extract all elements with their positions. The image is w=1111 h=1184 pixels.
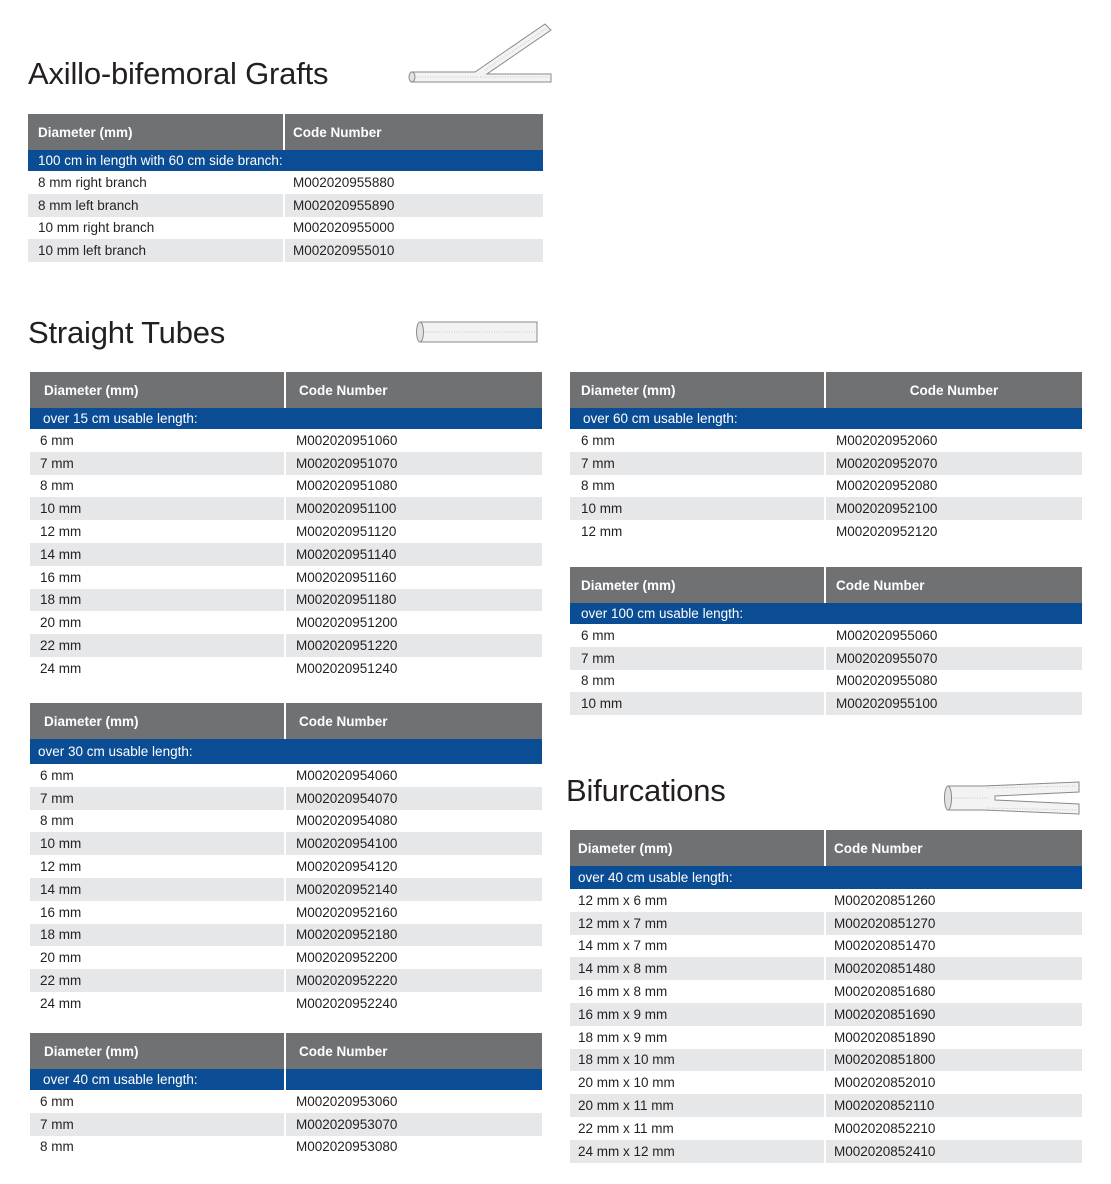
diameter-header: Diameter (mm) (570, 372, 826, 408)
code-number-cell: M002020851260 (834, 892, 936, 908)
axillo-table (28, 114, 543, 262)
table-row (570, 1003, 1082, 1026)
code-number-cell: M002020955070 (836, 650, 938, 666)
table-header (570, 567, 1082, 603)
diameter-cell: 8 mm left branch (28, 194, 285, 217)
table-row (30, 787, 542, 810)
code-number-cell: M002020951180 (296, 592, 397, 608)
code-number-cell: M002020951060 (296, 432, 398, 448)
table-subheading (28, 150, 543, 171)
table-row (30, 901, 542, 924)
diameter-header: Diameter (mm) (28, 114, 285, 150)
table-row (28, 217, 543, 240)
diameter-cell: 16 mm (30, 566, 286, 589)
axillo-graft-illustration (405, 18, 555, 86)
code-number-cell: M002020951200 (296, 615, 398, 631)
table-header (570, 372, 1082, 408)
code-number-cell: M002020951160 (296, 569, 397, 585)
diameter-cell: 24 mm (30, 992, 286, 1015)
code-number-cell: M002020951220 (296, 638, 398, 654)
table-row (570, 935, 1082, 958)
diameter-cell: 22 mm x 11 mm (570, 1117, 826, 1140)
code-number-cell: M002020954060 (296, 767, 398, 783)
table-row (570, 1049, 1082, 1072)
code-header: Code Number (836, 577, 925, 593)
diameter-cell: 8 mm (30, 810, 286, 833)
diameter-cell: 10 mm right branch (28, 217, 285, 240)
diameter-cell: 12 mm (30, 520, 286, 543)
table-row (30, 589, 542, 612)
table-row (570, 452, 1082, 475)
table-row (30, 611, 542, 634)
straight-60-table (570, 372, 1082, 543)
diameter-cell: 8 mm (30, 1136, 286, 1159)
axillo-title: Axillo-bifemoral Grafts (28, 56, 329, 91)
table-header (28, 114, 543, 150)
diameter-cell: 16 mm x 9 mm (570, 1003, 826, 1026)
subheading-text: 100 cm in length with 60 cm side branch: (38, 153, 283, 168)
table-row (570, 497, 1082, 520)
table-header (570, 830, 1082, 866)
code-header: Code Number (299, 713, 388, 729)
diameter-cell: 24 mm x 12 mm (570, 1140, 826, 1163)
table-body (570, 624, 1082, 715)
table-header (30, 372, 542, 408)
subheading-text: over 40 cm usable length: (578, 870, 733, 885)
diameter-cell: 14 mm x 7 mm (570, 935, 826, 958)
code-number-cell: M002020952070 (836, 455, 938, 471)
diameter-header: Diameter (mm) (570, 567, 826, 603)
table-row (28, 171, 543, 194)
code-number-cell: M002020951080 (296, 478, 398, 494)
table-row (30, 429, 542, 452)
table-subheading (570, 866, 1082, 889)
table-row (570, 957, 1082, 980)
table-row (570, 520, 1082, 543)
code-number-cell: M002020951100 (296, 501, 397, 517)
table-header (30, 703, 542, 739)
diameter-cell: 14 mm (30, 543, 286, 566)
table-row (570, 1140, 1082, 1163)
diameter-cell: 18 mm x 9 mm (570, 1026, 826, 1049)
diameter-cell: 8 mm (570, 670, 826, 693)
code-number-cell: M002020955890 (293, 197, 395, 213)
code-number-cell: M002020951070 (296, 455, 398, 471)
table-subheading (30, 739, 542, 764)
diameter-header: Diameter (mm) (30, 703, 286, 739)
diameter-cell: 6 mm (570, 624, 826, 647)
subheading-text: over 30 cm usable length: (38, 744, 193, 759)
code-header: Code Number (299, 1043, 388, 1059)
table-row (30, 832, 542, 855)
table-body (30, 429, 542, 680)
code-number-cell: M002020953070 (296, 1116, 398, 1132)
table-body (570, 429, 1082, 543)
straight-100-table (570, 567, 1082, 715)
table-row (28, 194, 543, 217)
table-row (30, 764, 542, 787)
code-number-cell: M002020951140 (296, 546, 397, 562)
diameter-cell: 10 mm left branch (28, 239, 285, 262)
table-row (30, 520, 542, 543)
table-row (30, 1136, 542, 1159)
table-subheading (30, 408, 542, 429)
diameter-cell: 18 mm (30, 924, 286, 947)
diameter-cell: 22 mm (30, 969, 286, 992)
code-number-cell: M002020952160 (296, 904, 398, 920)
code-header: Code Number (909, 382, 999, 398)
diameter-cell: 14 mm (30, 878, 286, 901)
table-row (570, 1117, 1082, 1140)
table-subheading (570, 408, 1082, 429)
table-row (570, 1094, 1082, 1117)
table-body (30, 1090, 542, 1158)
code-number-cell: M002020951120 (296, 524, 397, 540)
bifurcation-illustration (943, 778, 1083, 818)
diameter-cell: 8 mm right branch (28, 171, 285, 194)
table-row (570, 889, 1082, 912)
diameter-cell: 20 mm (30, 946, 286, 969)
code-number-cell: M002020851680 (834, 984, 936, 1000)
table-body (30, 764, 542, 1015)
code-header: Code Number (834, 840, 923, 856)
diameter-cell: 12 mm x 6 mm (570, 889, 826, 912)
diameter-cell: 10 mm (570, 692, 826, 715)
straight-title: Straight Tubes (28, 315, 226, 350)
diameter-header: Diameter (mm) (30, 372, 286, 408)
table-row (30, 475, 542, 498)
diameter-cell: 6 mm (30, 1090, 286, 1113)
code-number-cell: M002020852210 (834, 1120, 936, 1136)
code-number-cell: M002020851270 (834, 915, 936, 931)
diameter-cell: 20 mm x 10 mm (570, 1071, 826, 1094)
table-row (30, 810, 542, 833)
subheading-text: over 100 cm usable length: (581, 606, 744, 621)
code-header: Code Number (299, 382, 388, 398)
code-number-cell: M002020952080 (836, 478, 938, 494)
diameter-cell: 16 mm x 8 mm (570, 980, 826, 1003)
table-row (30, 566, 542, 589)
table-row (30, 452, 542, 475)
subheading-text: over 15 cm usable length: (43, 411, 198, 426)
code-number-cell: M002020955100 (836, 696, 938, 712)
table-subheading (30, 1069, 542, 1090)
diameter-cell: 20 mm x 11 mm (570, 1094, 826, 1117)
code-number-cell: M002020955000 (293, 220, 395, 236)
diameter-cell: 7 mm (570, 452, 826, 475)
subheading-text: over 40 cm usable length: (30, 1069, 286, 1090)
subheading-text: over 60 cm usable length: (583, 411, 738, 426)
bifurcations-table (570, 830, 1082, 1163)
diameter-cell: 12 mm x 7 mm (570, 912, 826, 935)
code-number-cell: M002020951240 (296, 660, 398, 676)
code-number-cell: M002020954080 (296, 813, 398, 829)
diameter-cell: 8 mm (570, 475, 826, 498)
diameter-cell: 6 mm (30, 764, 286, 787)
code-number-cell: M002020952120 (836, 524, 938, 540)
diameter-cell: 7 mm (570, 647, 826, 670)
table-row (570, 647, 1082, 670)
table-row (30, 1090, 542, 1113)
straight-30-table (30, 703, 542, 1015)
code-number-cell: M002020955060 (836, 627, 938, 643)
code-number-cell: M002020952220 (296, 973, 398, 989)
code-number-cell: M002020953080 (296, 1139, 398, 1155)
diameter-cell: 24 mm (30, 657, 286, 680)
diameter-cell: 16 mm (30, 901, 286, 924)
diameter-cell: 10 mm (570, 497, 826, 520)
code-number-cell: M002020955880 (293, 174, 395, 190)
code-number-cell: M002020952140 (296, 881, 398, 897)
table-row (30, 855, 542, 878)
code-number-cell: M002020852010 (834, 1075, 936, 1091)
table-row (30, 1113, 542, 1136)
table-row (30, 946, 542, 969)
diameter-cell: 12 mm (570, 520, 826, 543)
diameter-cell: 18 mm x 10 mm (570, 1049, 826, 1072)
diameter-cell: 10 mm (30, 832, 286, 855)
table-row (30, 657, 542, 680)
code-number-cell: M002020852410 (834, 1143, 936, 1159)
diameter-cell: 14 mm x 8 mm (570, 957, 826, 980)
diameter-cell: 8 mm (30, 475, 286, 498)
table-row (30, 969, 542, 992)
table-row (570, 1071, 1082, 1094)
diameter-cell: 7 mm (30, 1113, 286, 1136)
diameter-cell: 10 mm (30, 497, 286, 520)
code-number-cell: M002020955010 (293, 243, 395, 259)
code-number-cell: M002020952100 (836, 501, 938, 517)
diameter-header: Diameter (mm) (570, 830, 826, 866)
diameter-cell: 12 mm (30, 855, 286, 878)
diameter-cell: 6 mm (570, 429, 826, 452)
table-body (570, 889, 1082, 1163)
code-number-cell: M002020851800 (834, 1052, 936, 1068)
code-number-cell: M002020851480 (834, 961, 936, 977)
table-row (30, 543, 542, 566)
table-header (30, 1033, 542, 1069)
diameter-cell: 6 mm (30, 429, 286, 452)
table-row (30, 878, 542, 901)
code-number-cell: M002020952060 (836, 432, 938, 448)
table-row (570, 1026, 1082, 1049)
diameter-cell: 7 mm (30, 787, 286, 810)
code-number-cell: M002020953060 (296, 1093, 398, 1109)
diameter-cell: 20 mm (30, 611, 286, 634)
diameter-cell: 22 mm (30, 634, 286, 657)
straight-tube-illustration (415, 318, 541, 346)
code-number-cell: M002020954070 (296, 790, 398, 806)
table-body (28, 171, 543, 262)
code-number-cell: M002020952180 (296, 927, 398, 943)
code-number-cell: M002020852110 (834, 1098, 935, 1114)
diameter-cell: 7 mm (30, 452, 286, 475)
table-row (30, 992, 542, 1015)
code-number-cell: M002020952200 (296, 950, 398, 966)
table-subheading (570, 603, 1082, 624)
code-number-cell: M002020851890 (834, 1029, 936, 1045)
code-number-cell: M002020851690 (834, 1006, 936, 1022)
code-number-cell: M002020954100 (296, 836, 398, 852)
straight-15-table (30, 372, 542, 680)
straight-40-table (30, 1033, 542, 1158)
diameter-header: Diameter (mm) (30, 1033, 286, 1069)
table-row (570, 980, 1082, 1003)
table-row (570, 475, 1082, 498)
table-row (570, 429, 1082, 452)
table-row (570, 692, 1082, 715)
table-row (30, 497, 542, 520)
table-row (28, 239, 543, 262)
code-number-cell: M002020952240 (296, 995, 398, 1011)
table-row (30, 924, 542, 947)
code-header: Code Number (293, 124, 382, 140)
table-row (570, 912, 1082, 935)
code-number-cell: M002020955080 (836, 673, 938, 689)
code-number-cell: M002020851470 (834, 938, 936, 954)
bifurcations-title: Bifurcations (566, 773, 726, 808)
table-row (30, 634, 542, 657)
table-row (570, 624, 1082, 647)
diameter-cell: 18 mm (30, 589, 286, 612)
code-number-cell: M002020954120 (296, 859, 398, 875)
table-row (570, 670, 1082, 693)
